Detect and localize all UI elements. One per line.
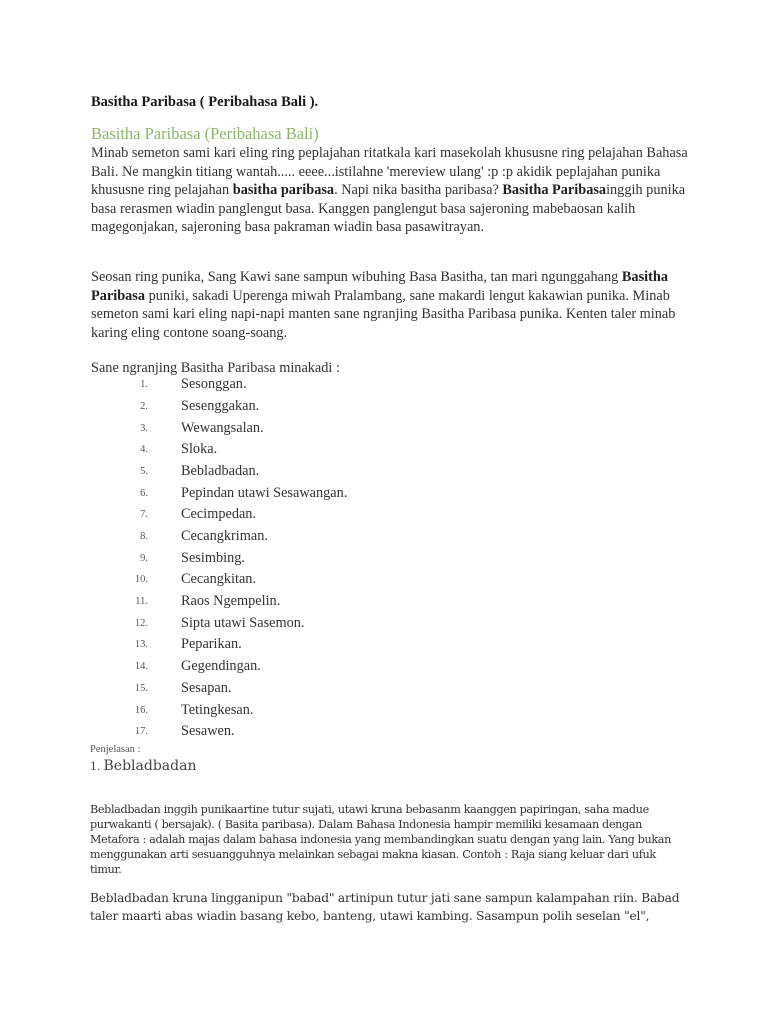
paragraph-text: puniki, sakadi Uperenga miwah Pralambang, sane makardi lengut kakawian punika. Minab semeton sami kari eling napi-napi manten sane ngranjing Basitha Paribasa punika. Kenten taler minab karing eling contone soang-soang. [91,287,676,341]
intro-paragraph [91,144,711,237]
list-item [120,656,261,677]
paragraph-text: Seosan ring punika, Sang Kawi sane sampun wibuhing Basa Basitha, tan mari ngunggahang [91,269,622,285]
list-item [120,483,347,504]
list-number: 17. [134,726,148,737]
list-item [120,374,247,395]
description-paragraph: Bebladbadan inggih punikaartine tutur sujati, utawi kruna bebasanm kaanggen papiringan, saha madue purwakanti ( bersajak). ( Basita paribasa). Dalam Bahasa Indonesia hampir memiliki kesamaan dengan Metafora : adalah majas dalam bahasa indonesia yang membandingkan suatu dengan yang lain. Yang bukan menggunakan arti sesuangguhnya melainkan sebagai makna kiasan. Contoh : Raja siang keluar dari ufuk timur. [90,803,671,876]
bold-term: basitha paribasa [232,182,335,199]
list-number: 15. [134,683,148,694]
list-item [120,700,253,721]
list-number: 3. [140,423,148,434]
list-text: Sesenggakan. [181,398,260,414]
list-number: 10. [134,574,148,585]
list-item [120,504,256,525]
list-text: Sesonggan. [181,376,247,392]
list-text: Cecangkitan. [181,571,257,587]
list-item [120,526,268,547]
list-text: Sesapan. [181,680,232,696]
list-text: Wewangsalan. [181,420,264,436]
list-text: Sloka. [181,441,218,457]
second-paragraph [91,268,711,342]
explanation-label: Penjelasan : [90,744,141,755]
list-text: Raos Ngempelin. [181,593,281,609]
paragraph-text: inggih punika basa rerasmen wiadin panglengut basa. Kanggen panglengut basa sajeroning mabebaosan kalih magegonjakan, sajeroning basa pakraman wiadin basa pasawitrayan. [91,182,686,236]
list-number: 4. [140,444,148,455]
description-paragraph: Bebladbadan kruna lingganipun "babad" artinipun tutur jati sane sampun kalampahan riin. Babad taler maarti abas wiadin basang kebo, banteng, utawi kambing. Sasampun polih seselan "el", [90,891,680,923]
list-number: 13. [134,639,148,650]
list-item [120,634,242,655]
list-number: 16. [134,705,148,716]
list-item [120,678,231,699]
subheading-number: 1. [90,760,101,773]
list-item [120,591,280,612]
list-item [120,613,305,634]
list-number: 7. [140,509,148,520]
list-number: 9. [140,553,148,564]
bold-term: Basitha Paribasa [91,269,668,304]
list-number: 6. [140,488,148,499]
list-item [120,396,259,417]
list-text: Gegendingan. [181,658,261,674]
list-item [120,461,259,482]
list-item [120,418,264,439]
list-text: Pepindan utawi Sesawangan. [181,485,348,501]
list-item [120,569,256,590]
list-intro: Sane ngranjing Basitha Paribasa minakadi : [91,360,340,376]
list-number: 14. [134,661,148,672]
list-number: 8. [140,531,148,542]
subheading-text: Bebladbadan [103,758,197,774]
list-number: 1. [140,379,148,390]
document-heading: Basitha Paribasa ( Peribahasa Bali ). [91,94,319,110]
paragraph-text: . Napi nika basitha paribasa? [334,182,503,199]
subheading [90,758,196,774]
list-item [120,548,245,569]
list-text: Peparikan. [181,636,242,652]
list-number: 11. [135,596,148,607]
list-item [120,439,217,460]
list-text: Sesimbing. [181,550,245,566]
bold-term: Basitha Paribasa [502,182,607,199]
list-number: 12. [134,618,148,629]
list-text: Sesawen. [181,723,235,739]
list-text: Cecimpedan. [181,506,257,522]
list-text: Cecangkriman. [181,528,268,544]
list-text: Tetingkesan. [181,702,254,718]
paragraph-text: Minab semeton sami kari eling ring peplajahan ritatkala kari masekolah khususne ring pelajahan Bahasa Bali. Ne mangkin titiang wantah..... eeee...istilahne 'mereview ulang' :p :p akidik peplajahan punika khususne ring pelajahan [91,145,688,199]
list-text: Sipta utawi Sasemon. [181,615,305,631]
list-number: 2. [140,401,148,412]
list-number: 5. [140,466,148,477]
list-item [120,721,235,742]
list-text: Bebladbadan. [181,463,260,479]
section-title: Basitha Paribasa (Peribahasa Bali) [91,124,319,143]
